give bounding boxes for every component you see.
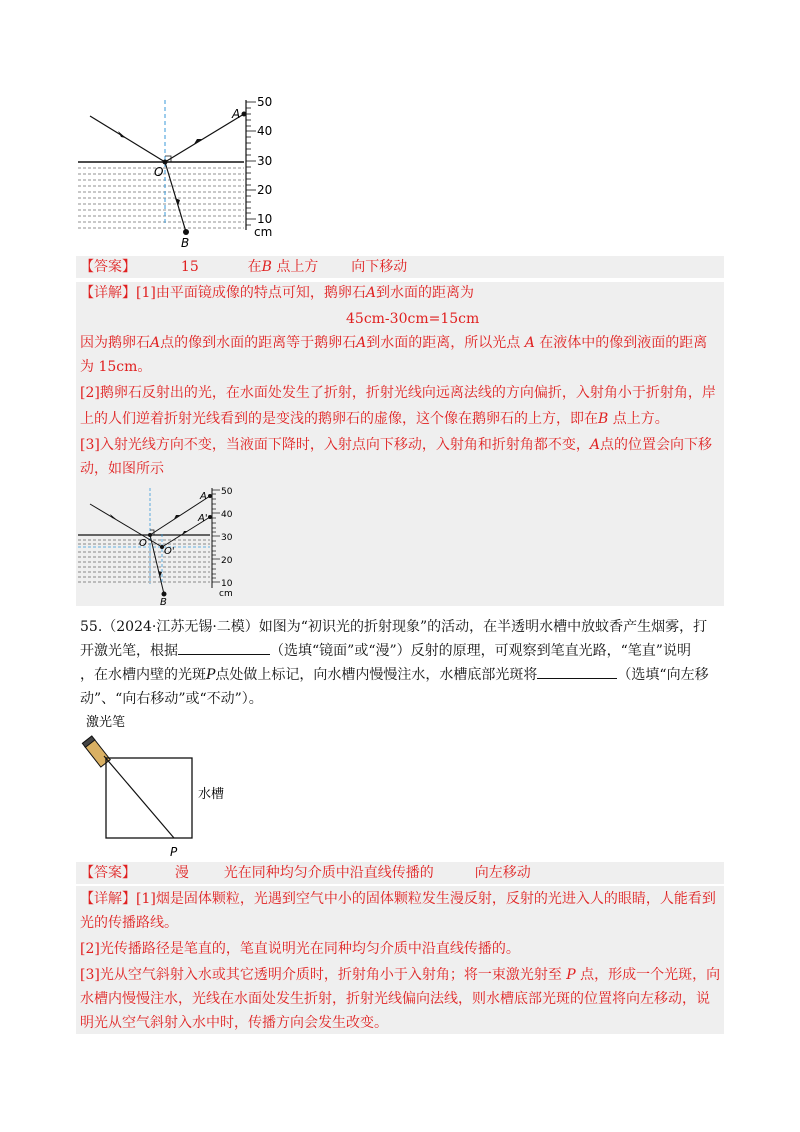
question-55-line: 动”、“向右移动”或“不动”）。 — [80, 691, 263, 707]
unit-label: cm — [254, 225, 273, 239]
detail-text: 因为鹅卵石 — [80, 335, 150, 351]
detail-line: 动，如图所示 — [80, 461, 164, 477]
detail-text: [3]光从空气斜射入水或其它透明介质时，折射角小于入射角；将一束激光射至 — [80, 967, 562, 983]
detail-line: 光的传播路线。 — [80, 915, 178, 931]
answer-value: 光在同种均匀介质中沿直线传播的 — [223, 865, 434, 881]
detail-text: A — [365, 285, 376, 301]
answer-value: B — [261, 259, 272, 275]
point-b-label: B — [181, 236, 190, 250]
detail-line: 明光从空气斜射入水中时，传播方向会发生改变。 — [80, 1015, 388, 1031]
answer-blank[interactable] — [537, 664, 617, 679]
detail-text: 上的人们逆着折射光线看到的是变浅的鹅卵石的虚像，这个像在鹅卵石的上方，即在 — [80, 411, 598, 427]
detail-text: 在液体中的像到液面的距离 — [539, 335, 708, 351]
scale-label: 10 — [257, 212, 273, 226]
answer-value: 在 — [247, 259, 262, 275]
point-o-prime-label: O' — [164, 546, 175, 557]
detail-text: A — [589, 437, 600, 453]
unit-label: cm — [219, 589, 233, 599]
answer-2 — [80, 862, 531, 884]
point-a-prime-label: A' — [198, 513, 208, 524]
water-tank — [106, 758, 192, 838]
answer-value: 15 — [180, 259, 199, 275]
detail-text: 点的像到水面的距离等于鹅卵石 — [160, 335, 357, 351]
laser-beam — [104, 756, 174, 838]
question-text: P — [206, 667, 216, 683]
detail-text: [3]入射光线方向不变，当液面下降时，入射点向下移动，入射角和折射角都不变， — [80, 437, 590, 453]
scale-label: 30 — [257, 154, 273, 168]
detail-line: 为 15cm。 — [80, 359, 152, 375]
detail-text: 点上方。 — [612, 411, 669, 427]
detail-text: [1]烟是固体颗粒，光遇到空气中小的固体颗粒发生漫反射，反射的光进入人的眼睛，人能看到 — [136, 891, 716, 907]
detail-line — [80, 408, 669, 430]
detail-text: P — [566, 967, 576, 983]
ruler — [246, 100, 256, 230]
figure-1-refraction — [76, 92, 286, 252]
question-text: （选填“向左移 — [617, 667, 709, 683]
point-b-label: B — [160, 597, 167, 606]
question-55-line — [80, 664, 709, 686]
detail-line — [80, 888, 716, 910]
answer-value: 点上方 — [276, 259, 319, 275]
detail-line: [2]鹅卵石反射出的光，在水面处发生了折射，折射光线向远离法线的方向偏折，入射角小于折射角，岸 — [80, 385, 716, 401]
point-o-label: O — [139, 538, 147, 549]
question-55-line: 55.（2024·江苏无锡·二模）如图为“初识光的折射现象”的活动，在半透明水槽中放蚊香产生烟雾，打 — [80, 619, 708, 635]
scale-label: 20 — [257, 183, 273, 197]
answer-value: 漫 — [174, 865, 189, 881]
detail-text: B — [598, 411, 609, 427]
detail-line: 水槽内慢慢注水，光线在水面处发生折射，折射光线偏向法线，则水槽底部光斑的位置将向左移动，说 — [80, 991, 710, 1007]
detail-text: 到水面的距离，所以光点 — [366, 335, 521, 351]
scale-label: 10 — [221, 579, 233, 589]
answer-blank[interactable] — [178, 640, 270, 655]
detail-line — [80, 282, 474, 304]
question-55-line — [80, 640, 691, 662]
detail-text: 点的位置会向下移 — [599, 437, 712, 453]
answer-1 — [80, 256, 407, 278]
figure-3-tank — [76, 710, 256, 862]
detail-text: A — [150, 335, 161, 351]
point-a-label: A — [200, 491, 207, 502]
answer-value: 向左移动 — [474, 865, 531, 881]
answer-value: 向下移动 — [351, 259, 408, 275]
detail-text: A — [524, 335, 535, 351]
answer-tag: 【答案】 — [80, 259, 136, 275]
tank-label: 水槽 — [198, 787, 225, 802]
equation: 45cm-30cm=15cm — [346, 311, 480, 327]
scale-label: 50 — [257, 95, 273, 109]
laser-label: 激光笔 — [86, 715, 126, 730]
point-p-label: P — [170, 845, 178, 859]
scale-label: 20 — [221, 556, 233, 566]
detail-text: [1]由平面镜成像的特点可知，鹅卵石 — [136, 285, 366, 301]
figure-2-refraction — [76, 484, 241, 606]
scale-label: 40 — [221, 510, 233, 520]
scale-label: 40 — [257, 124, 273, 138]
question-text: ，在水槽内壁的光斑 — [80, 667, 206, 683]
point-o-label: O — [154, 165, 164, 179]
detail-text: A — [356, 335, 367, 351]
detail-line — [80, 332, 707, 354]
point-a-label: A — [232, 107, 241, 121]
detail-line: [2]光传播路径是笔直的，笔直说明光在同种均匀介质中沿直线传播的。 — [80, 941, 520, 957]
question-text: （选填“镜面”或“漫”）反射的原理，可观察到笔直光路，“笔直”说明 — [270, 643, 691, 659]
detail-tag: 【详解】 — [80, 285, 136, 301]
scale-label: 50 — [221, 487, 233, 497]
scale-label: 30 — [221, 533, 233, 543]
answer-tag: 【答案】 — [80, 865, 136, 881]
detail-text: 到水面的距离为 — [375, 285, 474, 301]
question-text: 点处做上标记，向水槽内慢慢注水，水槽底部光斑将 — [215, 667, 538, 683]
detail-line — [80, 964, 720, 986]
detail-tag: 【详解】 — [80, 891, 136, 907]
detail-text: 点，形成一个光斑，向 — [580, 967, 721, 983]
detail-line — [80, 434, 712, 456]
question-text: 开激光笔，根据 — [80, 643, 178, 659]
